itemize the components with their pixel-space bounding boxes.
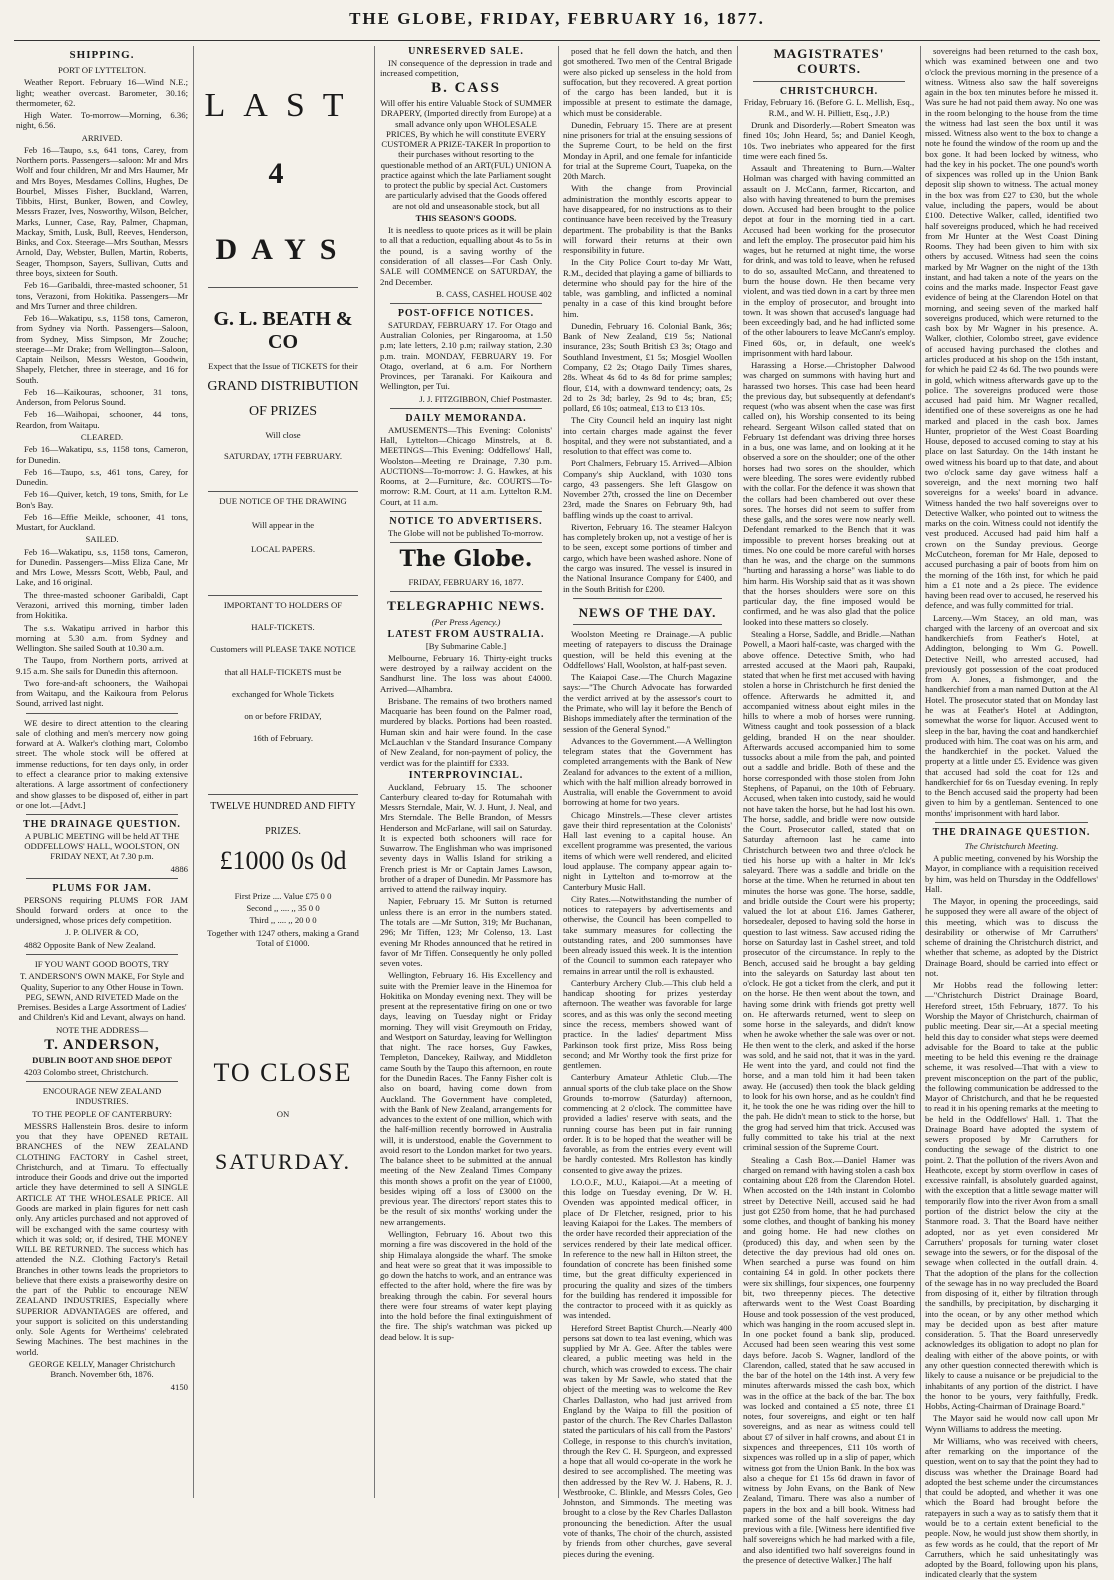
due-notice: DUE NOTICE OF THE DRAWING [219,495,347,506]
paragraph: The Mayor, in opening the proceedings, said he supposed they were all aware of the object of this meeting, which was to discuss the desirability or otherwise of Mr Carruthers' scheme of draining the Christchurch district, and whether that scheme, as adopted by the District Drainage Board, should be carried into effect or not. [925,896,1098,978]
divider [208,491,358,492]
to-people: TO THE PEOPLE OF CANTERBURY: [32,1108,172,1119]
daily-memoranda-heading: DAILY MEMORANDA. [405,412,527,424]
cleared-item: Feb 16—Taupo, s.s, 461 tons, Carey, for Dunedin. [16,466,188,488]
column-divider [737,46,738,1498]
news-item: Woolston Meeting re Drainage.—A public meeting of ratepayers to discuss the Drainage question, will be held this evening at the Oddfellows' Hall, Woolston, at half-past seven. [563,629,732,670]
divider [26,954,178,955]
column-5 [743,46,915,1565]
interprovincial-heading: INTERPROVINCIAL. [408,769,524,781]
drainage-subheading: The Christchurch Meeting. [964,840,1059,851]
cleared-item: Feb 16—Effie Meikle, schooner, 41 tons, Mustart, for Auckland. [16,511,188,533]
drainage-ad-heading: THE DRAINAGE QUESTION. [23,819,181,831]
masthead-rule [14,40,1100,41]
paragraph: Mr Hobbs read the following letter:—"Christchurch District Drainage Board, Hereford street, 15th February, 1877. To his Worship the Mayor of Christchurch, chairman of public meeting. Dear sir,—At a special meeting held this day to consider what steps were deemed advisable for the Board to take at the public meeting to be held this evening re the drainage scheme, it was resolved—That with a view to prevent misconception on the part of the public, the following communication be addressed to the Mayor of Christchurch, and that he be requested to read it in his opening remarks at the meeting to be held in the Oddfellows' Hall. 1. That the Drainage Board have adopted the system of sewers proposed by Mr Carruthers for conducting the sewage of the district to one point. 2. That the pollution of the rivers Avon and Heathcote, except by storm overflow in cases of excessive rainfall, is absolutely guarded against, with the exception that a little sewage matter will temporarily flow into the river Avon from a small portion of the district below the city at the Stanmore road. 3. That the Board have neither adopted, nor as yet even considered Mr Carruthers' proposals for turning water closet sewage into the sewers, or for the disposal of the sewage when collected in the outfall drain. 4. That the adoption of the plans for the collection of the sewage has in no way precluded the Board from disposing of it, either by filtration through the sandhills, by precipitation, by discharging it into the ocean, or by any other method which may be decided upon as best after mature consideration. 5. That the Board unreservedly acknowledges its obligation to adopt no plan for dealing with either of the above points, or with any other question connected therewith which is likely to cause a nuisance or be prejudicial to the inhabitants of any portion of the district. I have the honor to be yours, very faithfully, Fredk. Hobbs, Acting-Chairman of Drainage Board." [925,980,1098,1412]
four-numeral: 4 [268,157,298,191]
boots-heading: IF YOU WANT GOOD BOOTS, TRY [34,959,170,970]
cleared-item: Feb 16—Quiver, ketch, 19 tons, Smith, for Le Bon's Bay. [16,489,188,510]
drainage-heading: THE DRAINAGE QUESTION. [932,826,1091,838]
arrival-item: Feb 16—Garibaldi, three-masted schooner, 51 tons, Verazoni, from Hokitika. Passengers—Mr and Mrs Turner and three children. [16,280,188,311]
post-office-notices: SATURDAY, FEBRUARY 17. For Otago and Australian Colonies, per Ringarooma, at 1.50 p.m; late letters, 2.10 p.m; railway station, 2.30 p.m. train. MONDAY, FEBRUARY 19. For Otago, overland, at 6 a.m. For Northern Provinces, per Taranaki. For Kaikoura and Wellington, per Tui. [380,319,552,392]
column-3 [380,46,552,1498]
cass-intro: IN consequence of the depression in trade and increased competition, [380,57,552,79]
telegraphic-heading: TELEGRAPHIC NEWS. [387,598,545,614]
divider [390,303,542,304]
local-papers: LOCAL PAPERS. [250,544,316,555]
grand-distribution: GRAND DISTRIBUTION [207,379,359,395]
half-tickets: HALF-TICKETS. [251,621,315,632]
anderson-name: T. ANDERSON, [44,1036,160,1053]
divider [26,1081,178,1082]
shipping-heading: SHIPPING. [69,49,135,61]
court-case: Assault and Threatening to Burn.—Walter Holman was charged with having committed an assault on J. McCann, farmer, Riccarton, and also with having threatened to burn the premises down. Accused had been brought to the police depot at four in the morning tied in a cart. Accused had been working for the prosecutor and left the employ. The prosecutor paid him his wages, but he returned at night time, the worse for drink, and was told to leave, when he refused to do so, assaulted McCann, and threatened to burn the house down. He then became very violent, and was tied down in a cart by three men in the employ of prosecutor, and brought into town. It was shown that accused's language had been exceedingly bad, and he had inflicted some of the other labourers to leave McCann's employ. Fined 60s, or, in default, one week's imprisonment with hard labour. [743,163,915,358]
telegram: Wellington, February 16. His Excellency and suite with the Premier leave in the Hinemoa for Hokitika on Monday evening next. They will be present at the representative firing on one or two days, leaving on Tuesday night or Friday morning. They will visit Greymouth on Friday, and Westport on Saturday, leaving for Wellington that night. The race horses, Guy Fawkes, Templeton, Dancekey, Railway, and Middleton came South by the Taupo this afternoon, en route for the Dunedin Races. The Fanny Fisher colt is also on board, having come down from Auckland. The Government have completed, with the Bank of New Zealand, arrangements for advances to the extent of one million, which with the half-million recently borrowed in Australia will, it is understood, enable the Government to avoid resort to the London market for two years. The balance sheet to be submitted at the annual meeting of the New Zealand Times Company this month shows a profit on the year of £1000, besides wiping off a loss of £3000 on the previous year. The directors' report states this to be the result of six months' working under the new arrangements. [380,970,552,1227]
news-item: Advances to the Government.—A Wellington telegram states that the Government has completed arrangements with the Bank of New Zealand for advances to the extent of a million, which with the half million already borrowed in Australia, will enable the Government to avoid borrowing at home for two years. [563,735,732,808]
latest-heading: LATEST FROM AUSTRALIA. [387,628,545,640]
of-prizes: OF PRIZES [248,403,318,419]
encourage-ad: MESSRS Hallenstein Bros. desire to inform you that they have OPENED RETAIL BRANCHES of the NEW ZEALAND CLOTHING FACTORY in Cashel street, Christchurch, and at Timaru. To effectually introduce their Goods and drive out the imported article they have determined to sell A SINGLE ARTICLE AT THE WHOLESALE PRICE. All Goods are marked in plain figures for nett cash only. Any articles purchased and not approved of will be exchanged with the same courtesy with which it was sold; or, if desired, THE MONEY WILL BE RETURNED. The success which has attended the N.Z. Clothing Factory's Retail Branches in other towns leads the proprietors to believe that there exists a praiseworthy desire on the part of the Public to encourage NEW ZEALAND INDUSTRIES, Especially where SUPERIOR ADVANTAGES are offered, and your support is solicited on this understanding only. Sole Agents for Wertheims' celebrated Sewing Machines. The best machines in the world. [16,1120,188,1357]
shipping-note: The Taupo, from Northern ports, arrived at 9.15 a.m. She sails for Dunedin this afternoon. [16,655,188,676]
column-6 [925,46,1098,1580]
cleared-item: Feb 16—Wakatipu, s.s, 1158 tons, Cameron, for Dunedin. [16,444,188,465]
season-goods: THIS SEASON'S GOODS. [415,212,517,223]
paragraph: Larceny.—Wm Stacey, an old man, was charged with the larceny of an overcoat and six handkerchiefs from Feather's Hotel, at Addington, belonging to Wm G. Powell. Detective Neill, who arrested accused, had previously got possession of the coat produced from A. Jones, a fishmonger, and the handkerchief from a man named Dutton at the Al Hotel. The prosecutor stated that on Monday last he was at Feather's Hotel at Addington, somewhat the worse for liquor. Accused went to sleep in the bar, having the coat and handkerchief produced with him. The coat was on his arm, and the handkerchief in the pocket. Valued the property at a little under £5. Evidence was given that accused had sold the coat for 12s and handkerchief for 6s on Tuesday evening. In reply to the Bench accused said the property had been given to him by a gentleman. Sentenced to one months' imprisonment with hard labor. [925,612,1098,818]
column-divider [558,46,559,1498]
before-line: on or before FRIDAY, [244,711,322,722]
divider [208,287,358,288]
divider [208,794,358,795]
anderson-depot: DUBLIN BOOT AND SHOE DEPOT [32,1054,172,1065]
oliver-address: 4882 Opposite Bank of New Zealand. [24,939,156,950]
drainage-ad: A PUBLIC MEETING will be held AT THE ODDFELLOWS' HALL, WOOLSTON, ON FRIDAY NEXT, At 7.30 p.m. [24,830,180,862]
third-prize: Third ,, .... ,, 20 0 0 [249,915,317,926]
notice-heading: NOTICE TO ADVERTISERS. [389,515,543,527]
last-heading: LAST [204,87,362,124]
paragraph: Port Chalmers, February 15. Arrived—Albion Company's ship Auckland, with 1030 tons cargo, 43 passengers. She left Glasgow on November 27th, crossed the line on December 23rd, made the Snares on February 9th, had baffling winds up the coast to arrival. [563,458,732,520]
telegram: Wellington, February 16. About two this morning a fire was discovered in the hold of the ship Himalaya alongside the wharf. The smoke and heat were so great that it was impossible to go down the hatchs to work, and an entrance was effected to the after hold, where the fire was by breaking through the cabin. For several hours there were four streams of water kept playing into the hold before the final extinguishment of the fire. The ship's watchman was picked up dead below. It is sup- [380,1228,552,1342]
shipping-note: The s.s. Wakatipu arrived in harbor this morning at 5.30 a.m. from Sydney and Wellington. She sailed South at 10.30 a.m. [16,622,188,654]
divider [753,81,905,82]
globe-title: The Globe. [399,545,533,572]
globe-date: FRIDAY, FEBRUARY 16, 1877. [408,576,524,587]
walker-advert: WE desire to direct attention to the clearing sale of clothing and men's mercery now going forward at A. Walker's clothing mart, Colombo street. The whole stock will be offered at immense reductions, for ten days only, in order to effect a clearance prior to making extensive alterations. A large assortment of confectionery and show glasses to be disposed of, either in part or one lot.—[Advt.] [16,717,188,810]
arrival-item: Feb 16—Wakatipu, s.s, 1158 tons, Cameron, from Sydney via North. Passengers—Saloon, from Sydney, Miss Simpson, Mr Zouche; steerage—Mr Drake; from Wellington—Saloon, Captain Neilson, Messrs Weston, Goodwin, Shapely, Fletcher, three in steerage, and 16 for South. [16,313,188,385]
court-case: Stealing a Cash Box.—Daniel Hamer was charged on remand with having stolen a cash box containing about £28 from the Clarendon Hotel. When accosted on the 14th instant in Colombo street by Detective Neill, accused said he had just got £250 from home, that he had purchased some clothes, and thought of banking his money and going home. He had new clothes on (produced) this day, and when seen by the detective the day previous had old ones on. When searched a purse was found on him containing £4 in gold. In other pockets there were six shillings, four sixpences, one fourpenny bit, two threepenny pieces. The detective afterwards went to the West Coast Boarding House and took possession of the vest produced, which was hanging in the room accused slept in. In one pocket found a bank slip, produced. Accused had been seen wearing this vest some days before. Jacob S. Wagner, landlord of the Clarendon, called, stated that he saw accused in the bar of the hotel on the 14th inst. A very few minutes afterwards missed the cash box, which was in the office at the back of the bar. The box was locked and contained a £5 note, three £1 notes, four sovereigns, and eight or ten half sovereigns, and as near as witness could tell about £7 of silver in half crowns, and about £1 in sixpences and threepences, £11 10s worth of sixpences was rolled up in a slip of paper, which witness got from the Union Bank. In the box was also a cheque for £1 15s 6d drawn in favor of witness by John Evans, on the Bank of New Zealand, Timaru. There was also a number of papers in the box and a bill book. Witness had marked some of the half sovereigns the day previous with a file. [Witness here identified five half sovereigns which he had marked with a file, and also identified two half sovereigns found in the presence of detective Walker.] The half [743,1154,915,1565]
to-close: TO CLOSE [213,1058,353,1088]
divider [390,408,542,409]
boots-ad: T. ANDERSON'S OWN MAKE, For Style and Quality, Superior to any Other House in Town. PEG, SEWN, AND RIVETED Made on the Premises. Besides a Large Assortment of Ladies' and Children's Kid and Levant, always on hand. [17,971,187,1023]
news-item: Canterbury Archery Club.—This club held a handicap shooting for prizes yesterday afternoon. The weather was favorable for large scores, and as this was only the second meeting since the recess, members showed want of practice. In the ladies' department Miss Parkinson took first prize, Miss Ross being second; and Mr Worthy took the first prize for gentlemen. [563,977,732,1071]
cass-body-2: It is needless to quote prices as it will be plain to all that a reduction, equalling about 4s to 5s in the pound, is a saving worthy of the consideration of all classes—For Cash Only. SALE will COMMENCE on SATURDAY, the 2nd December. [380,225,552,287]
divider [26,878,178,879]
postmaster: J. J. FITZGIBBON, Chief Postmaster. [419,393,552,404]
unreserved-sale: UNRESERVED SALE. [408,46,524,57]
cleared-label: CLEARED. [80,432,124,442]
masthead: THE GLOBE, FRIDAY, FEBRUARY 16, 1877. [349,9,765,28]
cass-address: B. CASS, CASHEL HOUSE 402 [435,288,552,299]
arrived-label: ARRIVED. [81,132,123,143]
will-appear: Will appear in the [251,520,315,531]
expect-line: Expect that the Issue of TICKETS for their [208,361,358,372]
court-case: Stealing a Horse, Saddle, and Bridle.—Nathan Powell, a Maori half-caste, was charged with the above offence. Detective Smith, who had arrested accused at the Maori pah, Raupaki, stated that when he first met accused with having stolen a horse in Christchurch he first denied the offence. Afterwards he admitted it, and accompanied witness about eight miles in the hills to where a mob of horses were running. Witness caught and took possession of a black gelding, branded H on the near shoulder. Afterwards accused accompanied him to some tussocks about a mile from the pah, and pointed out a saddle and bridle. Both of these and the horse corresponded with those stolen from John Stephens, of Papanui, on the 10th of February. Accused, when taken into custody, said he would not have taken the horse, but he had lost his own. The horse, saddle, and bridle were now outside the Court. Prosecutor called, stated that on Saturday afternoon last he came into Christchurch between two and three o'clock he tied his horse up with a halter in Mr Ick's saleyard. There was a saddle and bridle on the horse at the time. When he returned in about ten minutes the horse was gone. The horse, saddle, and bridle outside the Court were his property; valued the lot at about £16. James Gatherer, horsedealer, deposed to having sold the horse in question to last witness. Saw accused riding the horse on Saturday last in Cashel street, and told prosecutor of the circumstance. In reply to the Bench, accused said he brought a bay gelding into the saleyards on Saturday last about ten o'clock. He got a ticket from the clerk, and put it on the horse. He then went about the town, and having some drink with friends got pretty well on. He afterwards returned, went to sleep on some horse in the saleyards, and didn't know when he awoke whether the sale was over or not. He then went to the clerk, and asked if the horse was sold, and he said not, that it was in the yard. He went into the yard, and could not find the horse, and a man told him it had been taken away. He (accused) then took the black gelding to look for his own horse, and as he couldn't find it, he took the one he was riding over the hill to the pah. He didn't mean to stick to the horse, but the grog had served him that trick. Accused was fully committed to take his trial at the next criminal session of the Supreme Court. [743,629,915,1153]
paragraph: Riverton, February 16. The steamer Halcyon has completely broken up, not a vestige of her is to be seen, except some portions of timber and cargo, which have been washed ashore. None of the cargo was insured. The vessel is insured in the National Insurance Company for £400, and in the South British for £200. [563,521,732,594]
customers-line: Customers will PLEASE TAKE NOTICE [210,644,356,655]
together-line: Together with 1247 others, making a Grand Total of £1000. [207,927,359,948]
important-notice: IMPORTANT TO HOLDERS OF [223,599,343,610]
christchurch-heading: CHRISTCHURCH. [779,85,879,97]
exchanged-line: exchanged for Whole Tickets [232,688,334,699]
paragraph: posed that he fell down the hatch, and then got smothered. Two men of the Central Brigade were also picked up senseless in the hold from suffocation, but they recovered. A great portion of the cargo has been landed, but it is impossible at present to estimate the damage, which must be considerable. [563,46,732,118]
divider [208,595,358,596]
arrivals: Feb 16—Taupo, s.s, 641 tons, Carey, from Northern ports. Passengers—saloon: Mr and Mrs Wolf and four children, Mr and Mrs Haumer, Mr and Mrs Boyes, Mesdames Collins, Hughes, De Bourbel, Misses Fisher, Buckland, Warren, Tibbits, Hirst, Bunker, Bowen, and Cowley, Messrs Frazer, Ives, Nosworthy, Wilson, Belcher, Marks, Lunner, Case, Ray, Palmer, Chapman, Mackay, Smith, Lusk, Bull, Reeves, Henderson, Binks, and Cox. Steerage—Mrs Southan, Messrs Arnold, Day, Webster, Bullen, Martin, Roberts, Seager, Thompson, Sayers, Sullivan, Cutts and three boys, sixteen for South. [16,144,188,279]
beath-heading: G. L. BEATH & CO [213,307,353,354]
paragraph: Dunedin, February 15. There are at present nine prisoners for trial at the ensuing sessions of the Supreme Court, to be held on the first Monday in April, and one female for infanticide for trial at the Supreme Court, Tuapeka, on the 20th March. [563,119,732,182]
total-amount: £1000 0s 0d [219,846,347,876]
oliver-name: J. P. OLIVER & CO, [65,927,139,938]
cass-body: Will offer his entire Valuable Stock of SUMMER DRAPERY, (Imported directly from Europe) at a small advance only upon WHOLESALE PRICES, By which he will constitute EVERY CUSTOMER A PRIZE-TAKER In proportion to their purchases without resorting to the questionable method of an ART(FUL) UNION A practice against which the late Parliament sought to protect the public by special Act. Customers are particularly advised that the Goods offered are not old and unseasonable stock, but all [380,98,552,211]
ad-number: 4886 [170,863,188,874]
news-item: Canterbury Amateur Athletic Club.—The annual sports of the club take place on the Show Grounds to-morrow (Saturday) afternoon, commencing at 2 o'clock. The committee have provided a ladies' reserve with seats, and the running course has been put in fair running order. It is to be hoped that the weather will be favorable, as from the entries every event will be hardly contested. Mrs Rolleston has kindly consented to give away the prizes. [563,1072,732,1175]
anderson-address: 4203 Colombo street, Christchurch. [24,1066,149,1077]
arrival-item: Feb 16—Kaikouras, schooner, 31 tons, Anderson, from Pelorus Sound. [16,386,188,408]
magistrates-heading: MAGISTRATES' COURTS. [773,46,885,77]
divider [935,822,1088,823]
post-office-heading: POST-OFFICE NOTICES. [397,308,535,320]
saturday-date: SATURDAY, 17TH FEBRUARY. [223,450,343,461]
column-divider [193,46,194,1498]
paragraph: In the City Police Court to-day Mr Watt, R.M., decided that playing a game of billiards to determine who should pay for the hire of the table, was gambling, and inflicted a nominal penalty in a case of this kind brought before him. [563,257,732,319]
cass-name: B. CASS [431,80,501,97]
divider [390,591,542,592]
court-date: Friday, February 16. (Before G. L. Mellish, Esq., R.M., and W. H. Pilliett, Esq., J.P.) [743,97,915,118]
ad-number: 4150 [170,1381,188,1392]
telegram: Napier, February 15. Mr Sutton is returned unless there is an error in the numbers stated. The totals are —Mr Sutton, 319; Mr Buchanan, 296; Mr Tiffen, 123; Mr Colenso, 13. Last evening Mr Rhodes announced that he retired in favor of Mr Tiffen. Consequently he only polled seven votes. [380,896,552,969]
column-1 [16,46,188,1498]
twelve-hundred: TWELVE HUNDRED AND FIFTY [210,800,356,812]
sailed-item: Feb 16—Wakatipu, s.s, 1158 tons, Cameron, for Dunedin. Passengers—Miss Eliza Cane, Mr and Mrs Lowe, Messrs Scott, Webb, Paul, and Lake, and 16 original. [16,546,188,588]
news-item: Chicago Minstrels.—These clever artistes gave their third representation at the Colonists' Hall last evening to a capital house. An excellent programme was presented, the various items of which were well rendered, and elicited loud applause. The company appear again to-night in Lyttelton and to-morrow at the Canterbury Music Hall. [563,809,732,892]
cable-line: [By Submarine Cable.] [425,640,507,651]
news-of-the-day-heading: NEWS OF THE DAY. [578,604,717,620]
port-heading: PORT OF LYTTELTON. [58,64,146,75]
daily-memoranda: AMUSEMENTS—This Evening: Colonists' Hall, Lyttelton—Chicago Minstrels, at 8. MEETINGS—This Evening: Oddfellows' Hall, Woolston—Meeting re Drainage, 7.30 p.m. AUCTIONS—To-morrow: J. G. Hawkes, at his Rooms, at 2—Furniture, &c. COURTS—To-morrow: R.M. Court, at 11 a.m. Lyttelton R.M. Court, at 11 a.m. [380,424,552,507]
sailed-label: SAILED. [85,534,119,545]
paragraph: The Mayor said he would now call upon Mr Wynn Williams to address the meeting. [925,1413,1098,1434]
on-line: ON [276,1108,290,1119]
divider [26,713,178,714]
telegram: Melbourne, February 16. Thirty-eight trucks were destroyed by a railway accident on the Sandhurst line. The loss was about £4000. Arrived—Alhambra. [380,652,552,694]
encourage-heading: ENCOURAGE NEW ZEALAND INDUSTRIES. [42,1086,162,1107]
plums-ad: PERSONS requiring PLUMS FOR JAM Should forward orders at once to the undersigned, whose prices defy competition. [16,894,188,926]
column-4 [563,46,732,1559]
prizes-line: PRIZES. [265,826,301,838]
divider [26,814,178,815]
press-agency: (Per Press Agency.) [431,616,501,627]
news-item: Hereford Street Baptist Church.—Nearly 400 persons sat down to tea last evening, which was supplied by Mr A. Gee. After the tables were cleared, a public meeting was held in the church, which was crowded to excess. The chair was taken by Mr Sawle, who stated that the object of the meeting was to welcome the Rev Charles Dallaston, who had just arrived from England by the Waipa to fill the position of pastor of the church. The Rev Charles Dallaston stated the particulars of his call from the Pastors' College, in response to this church's invitation, through the Rev C. H. Spurgeon, and expressed a hope that all would co-operate in the work he desired to see accomplished. The meeting was then addressed by the Rev W. J. Habens, R. J. Westbrooke, C. Blinkle, and Messrs Coles, Geo Johnston, and Simmonds. The meeting was brought to a close by the Rev Charles Dallaston pronouncing the benediction. After the usual vote of thanks, The choir of the church, assisted by friends from other churches, gave several pieces during the evening. [563,1322,732,1559]
february-line: 16th of February. [253,733,313,744]
column-divider [920,46,921,1498]
shipping-note: Two fore-and-aft schooners, the Waihopai from Waitapu, and the Kaikoura from Pelorus Sound, arrived last night. [16,677,188,709]
note-address: NOTE THE ADDRESS— [55,1024,149,1035]
saturday-heading: SATURDAY. [215,1149,351,1175]
paragraph: A public meeting, convened by his Worship the Mayor, in compliance with a requisition received by him, was held on Thursday in the Oddfellows' Hall. [925,852,1098,894]
high-water: High Water. To-morrow—Morning, 6.36; night, 6.56. [16,110,188,131]
that-all-line: that all HALF-TICKETS must be [224,666,342,677]
divider [573,598,722,599]
second-prize: Second ,, .... ,, 35 0 0 [246,903,320,914]
weather-report: Weather Report. February 16—Wind N.E.; light; weather overcast. Barometer, 30.16; thermometer, 62. [16,77,188,108]
telegram: Auckland, February 15. The schooner Canterbury cleared to-day for Rotumahah with Messrs Sterndale, Mair, W. J. Hunt, J. Neal, and Mrs Sterndale. The Belle Brandon, of Messrs Henderson and McFarlane, will sail on Saturday. It is expected both schooners will race for Suwarrow. The Englishman who was imprisoned seventy days in Wallis Island for striking a French priest is Mr or Captain James Lawson, brother of a draper of Dunedin. Mr Passmore has arrived to attend the railway inquiry. [380,781,552,895]
court-case: Harassing a Horse.—Christopher Dalwood was charged on summons with having hurt and harassed two horses. This case had been heard the previous day, but subsequently at defendant's request (who was absent when the case was first called on), his Worship consented to its being reheard. Sergeant Wilson called stated that on February 1st defendant was driving three horses in a bus, one was lame, and on looking at it he observed a sore on the shoulder; one of the other horses had two sores on the shoulder, which were bleeding. The sores were evidently rubbed with the collar. For the defence it was shown that the collars had been chambered out over these sores. The horses did not seem to suffer from these galls, and the sores were now nearly well. Defendant remarked to the Bench that it was impossible to prevent horses breaking out at times. No one could be more careful with horses than he was, and the charge on the summons "hurting and harassing a horse" was liable to do him harm. His Worship said that as it was shown that the horses shoulders were sore on this particular day, the fine imposed would be confirmed, and he was also glad that the police looked into these matters so closely. [743,360,915,627]
column-divider [374,46,375,1498]
paragraph: The City Council held an inquiry last night into certain charges made against the fever hospital, and they were not substantiated, and a resolution to that effect was come to. [563,415,732,457]
paragraph: Mr Williams, who was received with cheers, after remarking on the importance of the question, went on to say that the point they had to discuss was whether the Drainage Board had adopted the best scheme under the circumstances that could be adopted, and whether it was one which the Board had brought before the ratepayers in such a way as to satisfy them that it would be to a certain extent beneficial to the people. Now, he would just show them shortly, in as few words as he could, that the report of Mr Carruthers, which he said unhesitatingly was adopted by the Board, following upon his plans, indicated clearly that the system [925,1435,1098,1580]
arrival-item: Feb 16—Waihopai, schooner, 44 tons, Reardon, from Waitapu. [16,409,188,430]
news-item: City Rates.—Notwithstanding the number of notices to ratepayers by advertisements and otherwise, the Council has been compelled to take summary measures for collecting the outstanding rates, and 200 summonses have been already issued this week. It is the intention of the Council to summon each ratepayer who remains in arrear until the roll is exhausted. [563,893,732,976]
telegram: Brisbane. The remains of two brothers named Macquarie has been found on the Palmer road, murdered by blacks. Portions had been roasted. Human skin and hair were found. In the case McLauchlan v the Standard Insurance Company of New Zealand, for non-payment of policy, the verdict was for the plaintiff for £333. [380,695,552,768]
paragraph: With the change from Provincial administration the monthly escorts appear to have disappeared, for no instructions as to their continuance have been received by the Treasury department. The probability is that the Banks will forward their returns at their own responsibility in future. [563,183,732,256]
divider [390,511,542,512]
shipping-note: The three-masted schooner Garibaldi, Capt Verazoni, arrived this morning, timber laden from Hokitika. [16,589,188,621]
court-case: Drunk and Disorderly.—Robert Smeaton was fined 10s; John Heard, 5s; and Daniel Keogh, 10s. Two inebriates who appeared for the first time were each fined 5s. [743,119,915,161]
kelly-signature: GEORGE KELLY, Manager Christchurch Branch. November 6th, 1876. [28,1359,176,1380]
first-prize: First Prize .... Value £75 0 0 [234,890,332,901]
divider [573,624,722,625]
news-item: The Kaiapoi Case.—The Church Magazine says:—"The Church Advocate has forwarded the verdict arrived at by the assessor's court to the Primate, who will lay it before the Bench of Bishops immediately after the termination of the session of the General Synod." [563,672,732,734]
paragraph: sovereigns had been returned to the cash box, which was examined between one and two o'clock the previous morning in the presence of a witness. Witness also saw the half sovereigns again in the box ten minutes before he missed it. Was sure he had not paid them away. No one was in the room belonging to the house from the time the witness had last seen the box until it was missed. Witness also went to the box to change a note he found the window of the room up and the box gone. It had been locked by witness, who had the key in his pocket. The one pound's worth of sixpences was rolled up in the Union Bank deposit slip shown to witness. The actual money in the box was from £27 to £30, but the whole value, including the papers, would be about £100. Detective Walker, called, identified two half sovereigns produced, which he had received from Mr Hunter at the West Coast Dining Rooms. They had been given to him with six others by accused. Witness had seen the coins marked by Mr Wagner on the night of the 13th instant, and had taken a note of the years on the coins and the marks made. Inspector Feast gave evidence of being at the Clarendon Hotel on that morning, and seeing seven of the marked half sovereigns produced, which were returned to the cash box by Mr Wagner in his presence. A. Walker, clothier, Colombo street, gave evidence of accused having purchased the clothes and articles produced at his shop on the 15th instant, for which he paid £2 4s 6d. The two pounds were in gold, which witness afterwards gave up to the police. The sovereigns produced were those accused had paid him. Mr Wagner recalled, identified one of these sovereigns as one he had marked and placed in the cash box. James Hunter, proprietor of the West Coast Boarding House, deposed to accused coming to stay at his place on last Saturday. On the 14th instant he owed witness his board up to that date, and about two o'clock same day gave witness half a sovereign, and the next morning two half sovereigns for a weeks' board in advance. Witness handed the two half sovereigns over to Detective Walker, who pointed out to witness the marks on the coin. Witness could not identify the vest produced. Accused had paid him half a crown on the Sunday previous. George McCutcheon, foreman for Mr Hale, deposed to accused purchasing a pair of boots from him on the morning of the 16th inst, for which he paid him a £1 note and a 2s piece. The evidence having been read over to accused, he reserved his defence, and was fully committed for trial. [925,46,1098,611]
divider [390,542,542,543]
column-2 [198,46,368,1498]
plums-heading: PLUMS FOR JAM. [52,882,152,894]
news-item: I.O.O.F., M.U., Kaiapoi.—At a meeting of this lodge on Tuesday evening, Dr W. H. Ovenden was appointed medical officer, in place of Dr Fletcher, resigned, prior to his leaving Kaiapoi for the Lakes. The members of the order have recorded their appreciation of the services rendered by their late medical officer. In reference to the new hall in Hilton street, the foundation of concrete has been finished some time, but the great difficulty experienced in procuring the quality and sizes of the timbers for the building has rendered it impossible for the contractor to proceed with it as quickly as was intended. [563,1176,732,1321]
paragraph: Dunedin, February 16. Colonial Bank, 36s; Bank of New Zealand, £19 5s; National insurance, 23s; South British £3 3s; Otago and Southland Investment, £1 5s; Mosgiel Woollen Company, £2 2s; Otago Daily Times shares, 28s. Wheat 4s 6d to 4s 8d for prime samples; flour, £14, with a downward tendency; oats, 2s 2d to 2s 3d; barley, 2s 9d to 4s; bran, £5; pollard, £6 10s; oatmeal, £13 to £13 10s. [563,320,732,414]
will-close: Will close [265,430,301,441]
days-heading: DAYS [215,232,351,266]
notice-text: The Globe will not be published To-morrow. [388,527,544,538]
